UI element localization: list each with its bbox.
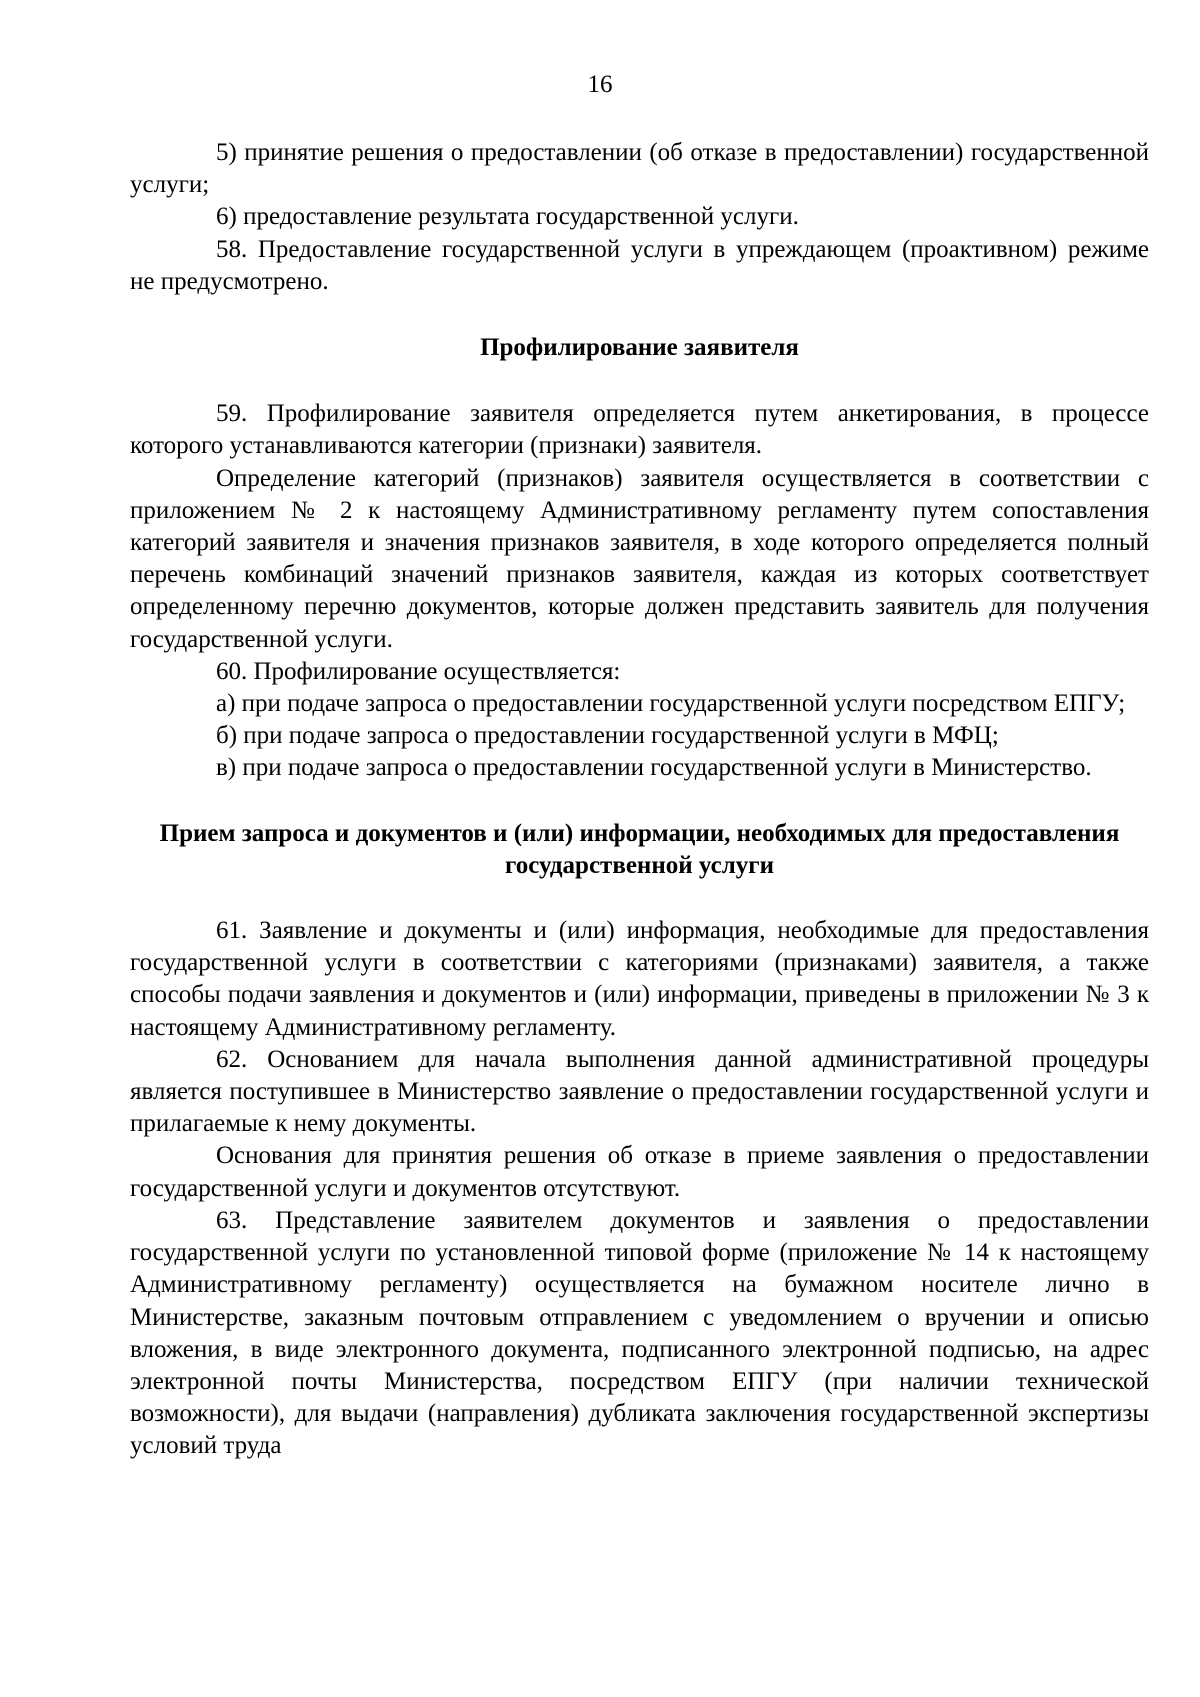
paragraph-62-grounds: Основания для принятия решения об отказе в приеме заявления о предоставлении государственной услуги и документов отсутствуют. — [130, 1142, 1149, 1202]
paragraph-item-5: 5) принятие решения о предоставлении (об отказе в предоставлении) государственной услуги; — [130, 139, 1149, 199]
paragraph-59: 59. Профилирование заявителя определяется путем анкетирования, в процессе которого устанавливаются категории (признаки) заявителя. — [130, 400, 1149, 460]
paragraph-item-6: 6) предоставление результата государственной услуги. — [216, 203, 799, 231]
paragraph-63: 63. Представление заявителем документов и заявления о предоставлении государственной услуги по установленной типовой форме (приложение № 14 к настоящему Административному регламенту) осуществляется на бумажном носителе лично в Министерстве, заказным почтовым отправлением с уведомлением о вручении и описью вложения, в виде электронного документа, подписанного электронной подписью, на адрес электронной почты Министерства, посредством ЕПГУ (при наличии технической возможности), для выдачи (направления) дубликата заключения государственной экспертизы условий труда — [130, 1206, 1149, 1460]
paragraph-62: 62. Основанием для начала выполнения данной административной процедуры является поступившее в Министерство заявление о предоставлении государственной услуги и прилагаемые к нему документы. — [130, 1045, 1149, 1138]
paragraph-59-categories: Определение категорий (признаков) заявителя осуществляется в соответствии с приложением № 2 к настоящему Административному регламенту путем сопоставления категорий заявителя и значения признаков заявителя, в ходе которого определяется полный перечень комбинаций значений признаков заявителя, каждая из которых соответствует определенному перечню документов, которые должен представить заявитель для получения государственной услуги. — [130, 464, 1149, 653]
paragraph-60: 60. Профилирование осуществляется: — [216, 657, 621, 685]
section-heading-request-intake: Прием запроса и документов и (или) информации, необходимых для предоставления государственной услуги — [159, 819, 1120, 879]
paragraph-60-a: а) при подаче запроса о предоставлении государственной услуги посредством ЕПГУ; — [216, 690, 1126, 718]
paragraph-60-b: б) при подаче запроса о предоставлении государственной услуги в МФЦ; — [216, 722, 999, 750]
paragraph-61: 61. Заявление и документы и (или) информация, необходимые для предоставления государственной услуги в соответствии с категориями (признаками) заявителя, а также способы подачи заявления и документов и (или) информации, приведены в приложении № 3 к настоящему Административному регламенту. — [130, 917, 1149, 1041]
section-heading-profiling: Профилирование заявителя — [480, 334, 799, 362]
page-body — [130, 137, 1149, 1463]
paragraph-58: 58. Предоставление государственной услуги в упреждающем (проактивном) режиме не предусмотрено. — [130, 235, 1149, 295]
page-number: 16 — [587, 71, 613, 98]
paragraph-60-v: в) при подаче запроса о предоставлении государственной услуги в Министерство. — [216, 754, 1092, 782]
